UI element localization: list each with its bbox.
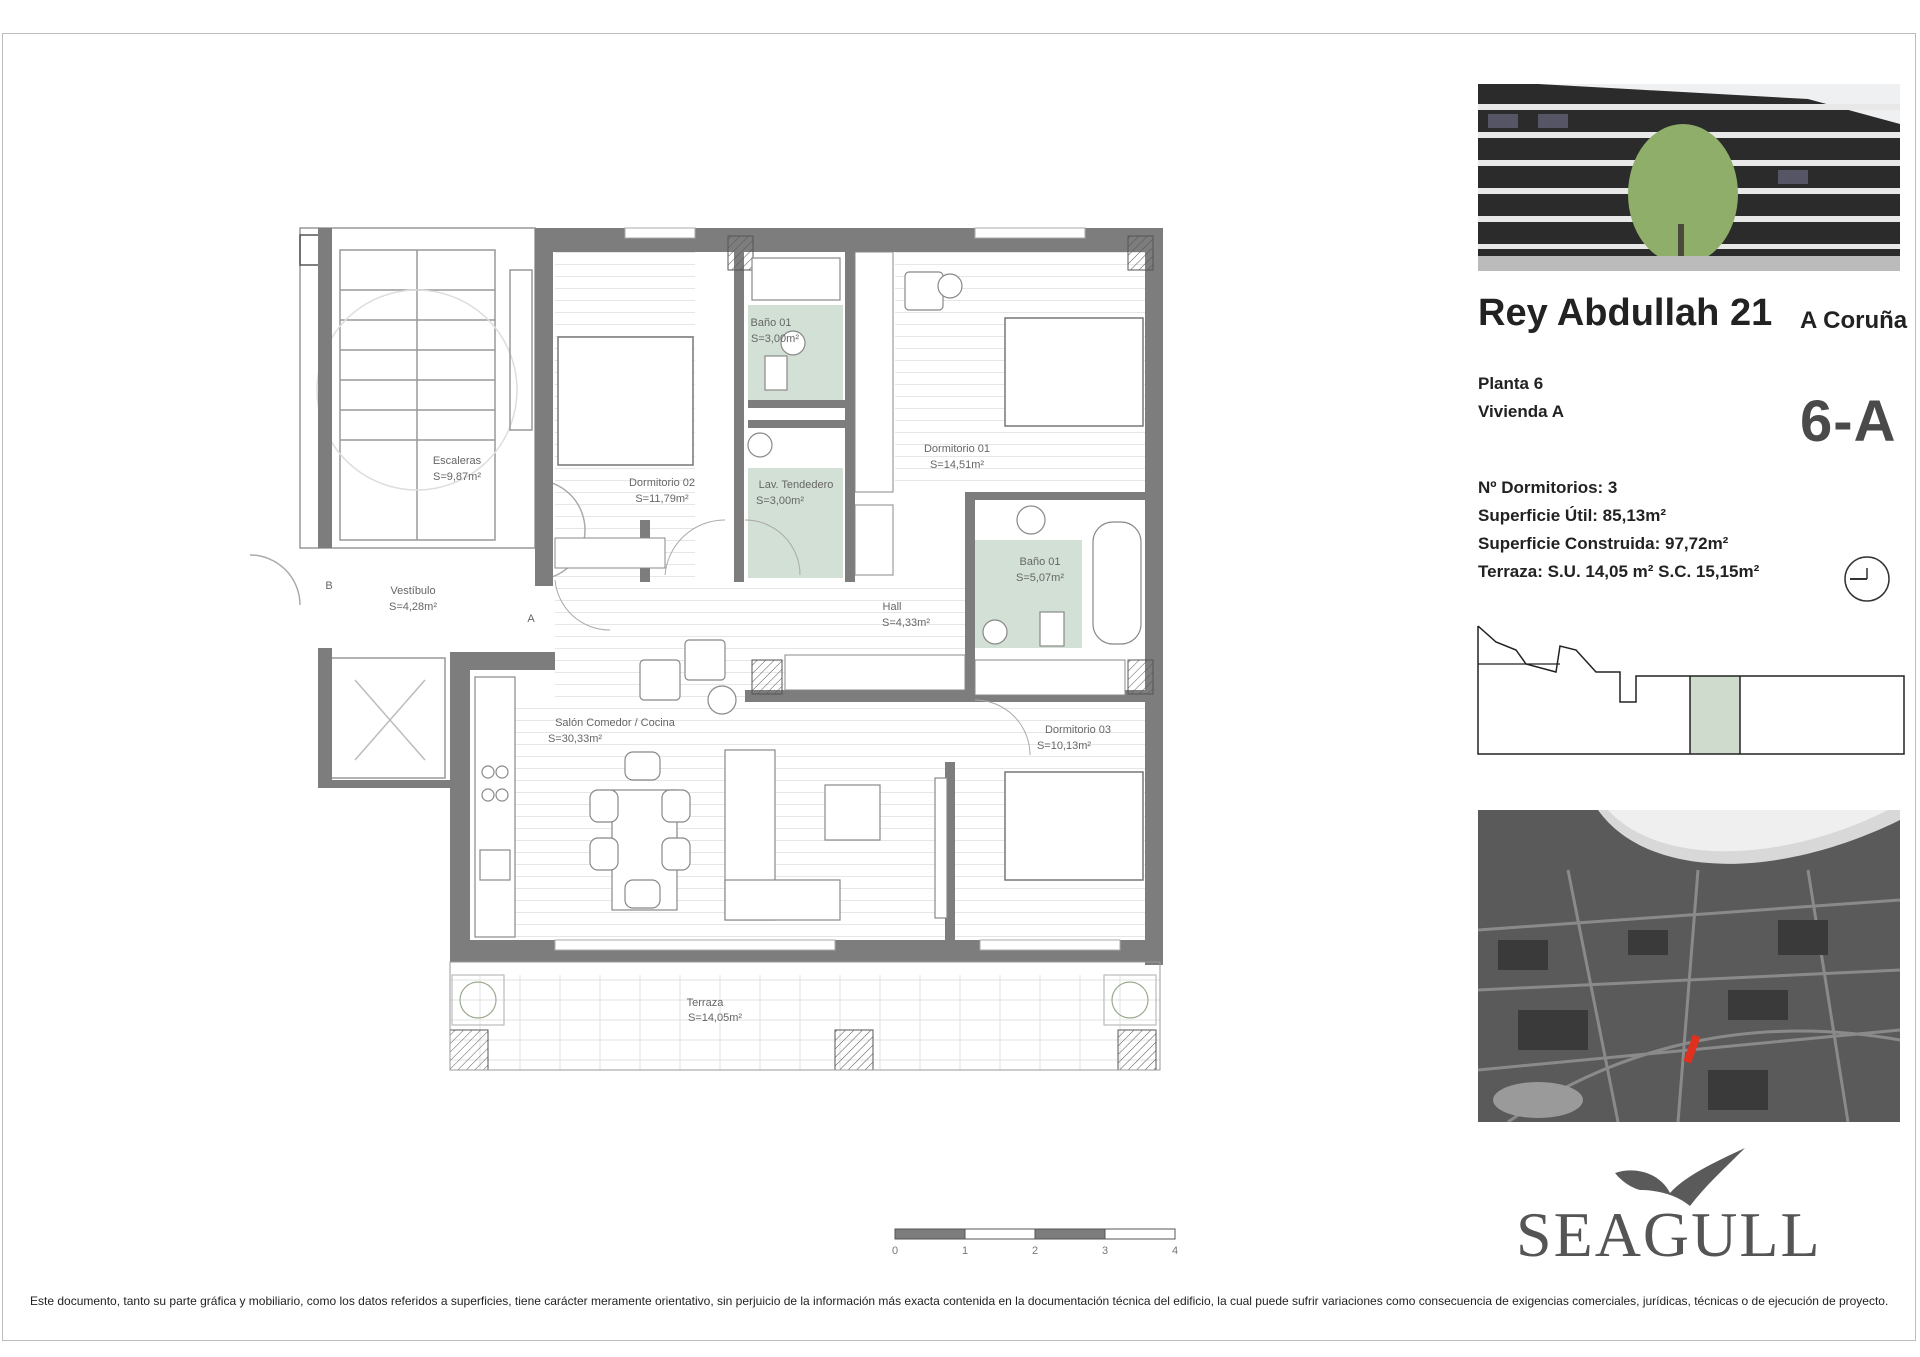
door-label-b: B — [325, 580, 333, 592]
spec-terrace: Terraza: S.U. 14,05 m² S.C. 15,15m² — [1478, 562, 1760, 581]
room-name: Dormitorio 02 — [628, 477, 696, 489]
scale-tick-1: 1 — [961, 1245, 969, 1257]
stair-core — [250, 228, 585, 778]
door-label-a: A — [527, 613, 535, 625]
room-name: Dormitorio 01 — [923, 443, 991, 455]
scale-tick-3: 3 — [1101, 1245, 1109, 1257]
room-area: S=9,87m² — [433, 471, 481, 483]
room-name: Dormitorio 03 — [1044, 724, 1112, 736]
room-name: Salón Comedor / Cocina — [555, 717, 675, 729]
project-city: A Coruña — [1800, 307, 1908, 334]
aerial-map — [1478, 810, 1900, 1122]
scale-bar — [892, 1229, 1178, 1257]
project-title: Rey Abdullah 21 — [1478, 292, 1773, 334]
room-area: S=11,79m² — [635, 493, 689, 505]
scale-tick-2: 2 — [1031, 1245, 1039, 1257]
unit-label: Vivienda A — [1478, 402, 1564, 421]
floor-label: Planta 6 — [1478, 374, 1544, 393]
room-area: S=14,51m² — [929, 459, 985, 471]
room-name: Baño 01 — [750, 317, 792, 329]
room-name: Baño 01 — [1019, 556, 1061, 568]
room-name: Hall — [882, 601, 902, 613]
building-photo — [1478, 84, 1900, 271]
scale-tick-4: 4 — [1171, 1245, 1179, 1257]
room-area: S=4,28m² — [389, 601, 437, 613]
spec-bedrooms: Nº Dormitorios: 3 — [1478, 478, 1618, 497]
room-area: S=30,33m² — [547, 733, 603, 745]
spec-built-area: Superficie Construida: 97,72m² — [1478, 534, 1729, 553]
room-area: S=14,05m² — [687, 1012, 743, 1024]
room-area: S=10,13m² — [1036, 740, 1092, 752]
room-name: Escaleras — [432, 455, 482, 467]
room-name: Lav. Tendedero — [758, 479, 834, 491]
room-area: S=4,33m² — [882, 617, 930, 629]
disclaimer: Este documento, tanto su parte gráfica y mobiliario, como los datos referidos a superficies, tiene carácter meramente orientativo, sin perjuicio de la información más exacta contenida en la documentación técnica del edificio, la cual puede sufrir variaciones como consecuencia de exigencias comerciales, jurídicas, técnicas o de ejecución de proyecto. — [30, 1294, 1889, 1308]
room-area: S=3,00m² — [751, 333, 799, 345]
brand-name: SEAGULL — [1516, 1199, 1822, 1270]
room-name: Vestíbulo — [390, 585, 436, 597]
north-compass-icon — [1842, 554, 1892, 604]
scale-tick-0: 0 — [891, 1245, 899, 1257]
room-name: Terraza — [686, 997, 724, 1009]
unit-code: 6-A — [1800, 389, 1897, 454]
room-area: S=5,07m² — [1016, 572, 1064, 584]
key-plan — [1476, 624, 1906, 756]
floor-area-terrace — [450, 975, 1160, 1070]
spec-usable-area: Superficie Útil: 85,13m² — [1478, 506, 1667, 525]
room-area: S=3,00m² — [756, 495, 804, 507]
